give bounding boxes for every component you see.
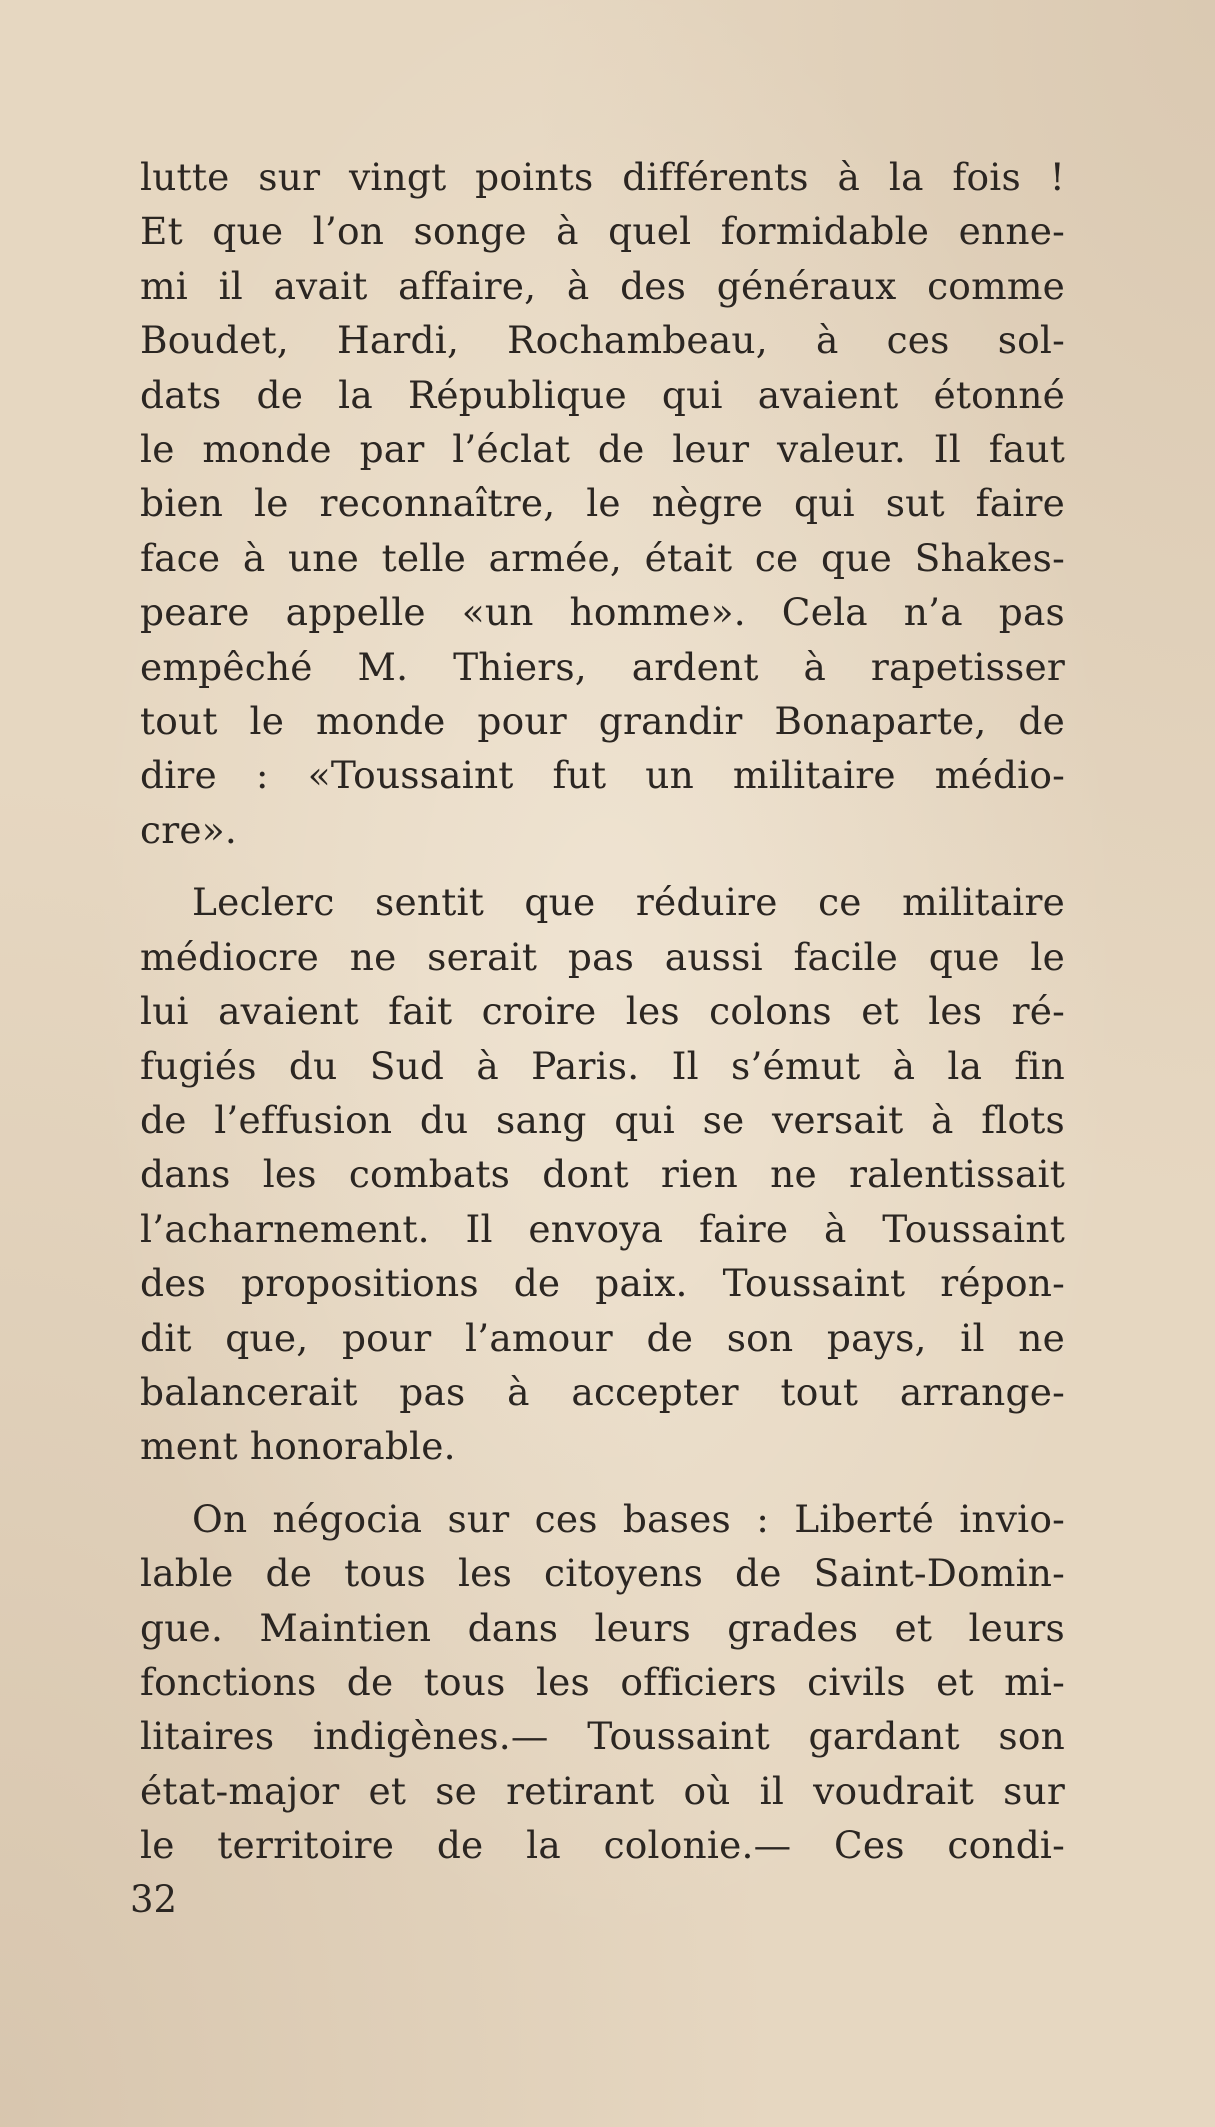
- text-line: fonctions de tous les officiers civils et mi-: [140, 1659, 1065, 1704]
- paragraph-1: [140, 150, 1065, 857]
- text-line: balancerait pas à accepter tout arrange-: [140, 1369, 1065, 1414]
- text-line: empêché M. Thiers, ardent à rapetisser: [140, 644, 1065, 689]
- text-line: lui avaient fait croire les colons et les ré-: [140, 989, 1065, 1034]
- text-line: mi il avait affaire, à des généraux comme: [140, 263, 1065, 308]
- text-line: le territoire de la colonie.— Ces condi-: [140, 1823, 1065, 1868]
- text-line: médiocre ne serait pas aussi facile que le: [140, 934, 1065, 979]
- text-line: de l’effusion du sang qui se versait à flots: [140, 1097, 1065, 1142]
- text-line: On négocia sur ces bases : Liberté invio-: [192, 1496, 1065, 1541]
- text-line: dit que, pour l’amour de son pays, il ne: [140, 1315, 1065, 1360]
- text-line: lable de tous les citoyens de Saint-Domin-: [140, 1551, 1065, 1596]
- text-line: le monde par l’éclat de leur valeur. Il faut: [140, 427, 1065, 472]
- text-line: peare appelle «un homme». Cela n’a pas: [140, 590, 1065, 635]
- text-line: cre».: [140, 807, 237, 852]
- text-line: l’acharnement. Il envoya faire à Toussaint: [140, 1206, 1065, 1251]
- text-line: bien le reconnaître, le nègre qui sut faire: [140, 481, 1065, 526]
- text-line: dire : «Toussaint fut un militaire médio-: [140, 753, 1065, 798]
- text-line: Et que l’on songe à quel formidable enne-: [140, 209, 1065, 254]
- body-text: [140, 150, 1065, 1873]
- text-line: tout le monde pour grandir Bonaparte, de: [140, 699, 1065, 744]
- text-line: Leclerc sentit que réduire ce militaire: [192, 880, 1065, 925]
- text-line: état-major et se retirant où il voudrait sur: [140, 1768, 1065, 1813]
- text-line: litaires indigènes.— Toussaint gardant son: [140, 1714, 1065, 1759]
- text-line: dats de la République qui avaient étonné: [140, 372, 1065, 417]
- text-line: gue. Maintien dans leurs grades et leurs: [140, 1605, 1065, 1650]
- text-line: ment honorable.: [140, 1424, 456, 1469]
- text-line: Boudet, Hardi, Rochambeau, à ces sol-: [140, 318, 1065, 363]
- paragraph-3: [140, 1492, 1065, 1873]
- text-line: des propositions de paix. Toussaint répon-: [140, 1261, 1065, 1306]
- text-line: face à une telle armée, était ce que Shakes-: [140, 535, 1065, 580]
- text-line: fugiés du Sud à Paris. Il s’émut à la fin: [140, 1043, 1065, 1088]
- text-line: dans les combats dont rien ne ralentissait: [140, 1152, 1065, 1197]
- page-number: 32: [130, 1878, 178, 1921]
- text-line: lutte sur vingt points différents à la fois !: [140, 155, 1065, 199]
- paragraph-2: [140, 875, 1065, 1473]
